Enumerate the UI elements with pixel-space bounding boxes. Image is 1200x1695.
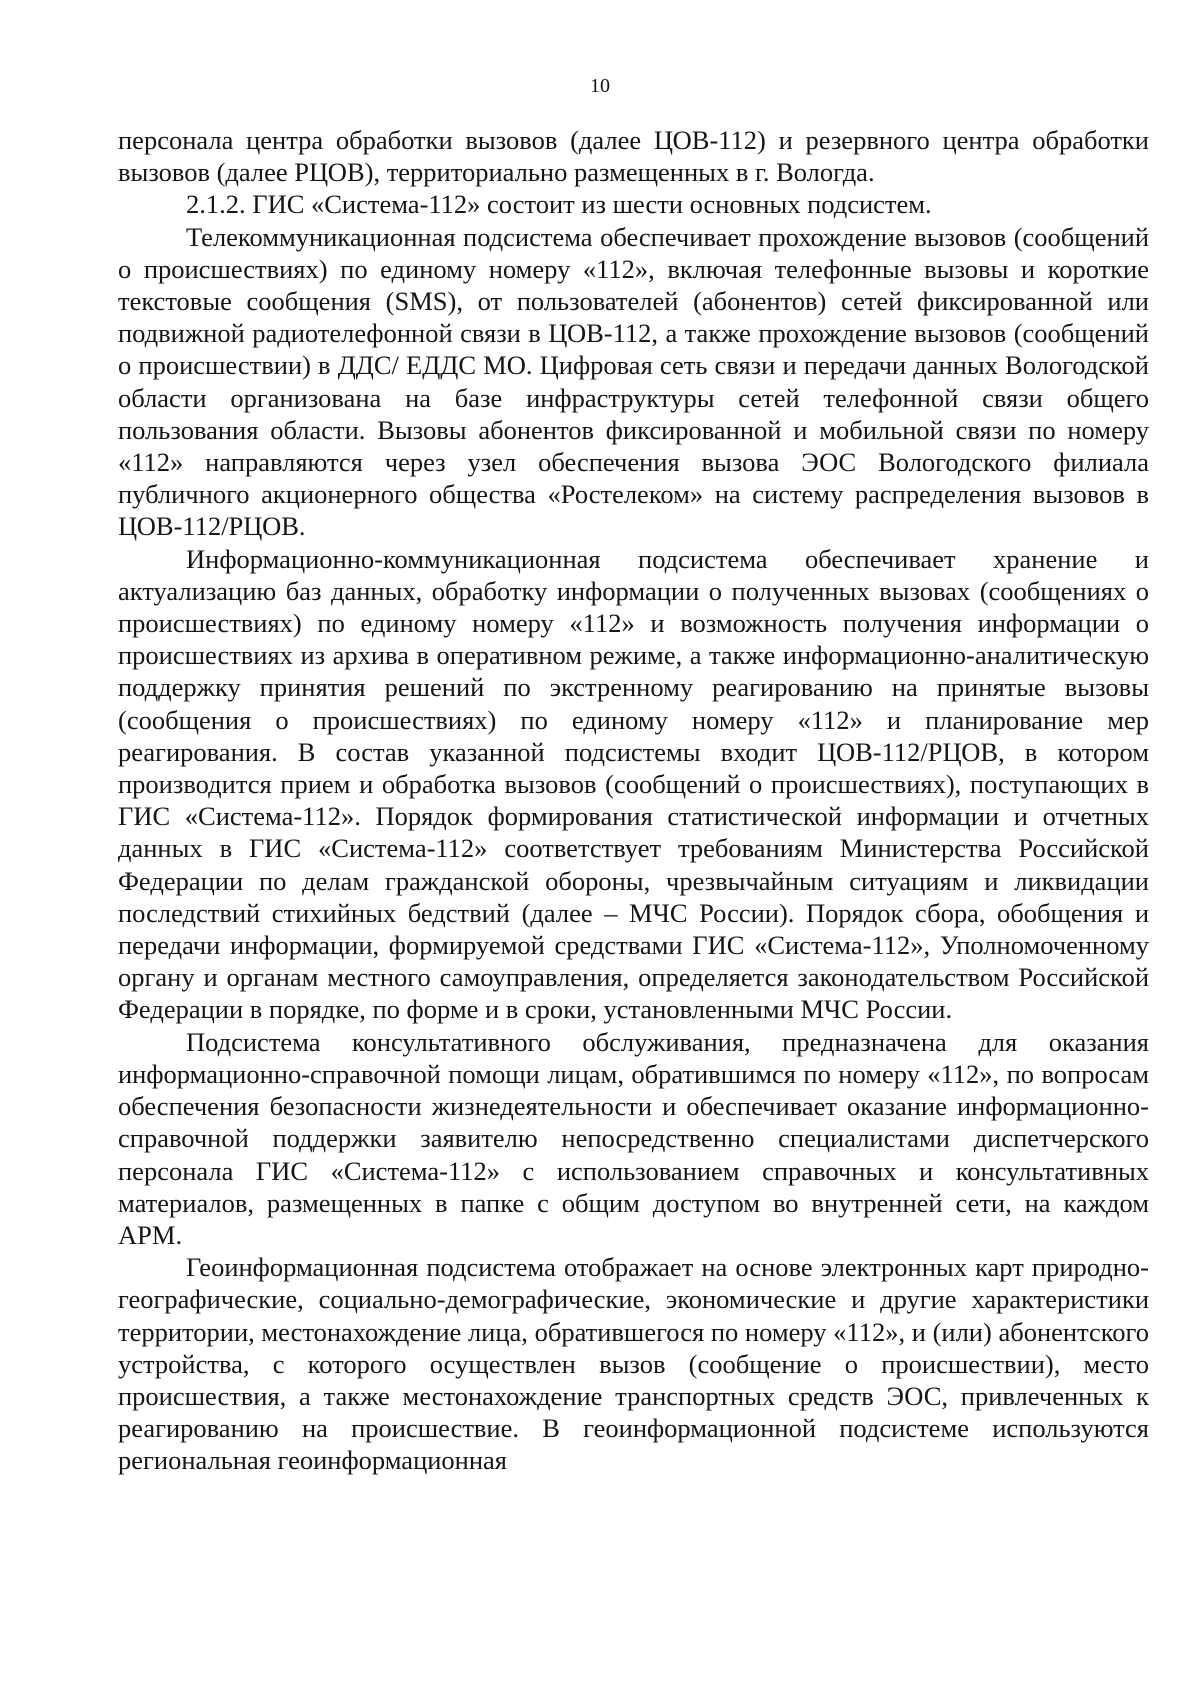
paragraph-consulting-subsystem: Подсистема консультативного обслуживания, предназначена для оказания информационно-справочной помощи лицам, обратившимся по номеру «112», по вопросам обеспечения безопасности жизнедеятельности и обеспечивает оказание информационно-справочной поддержки заявителю непосредственно специалистами диспетчерского персонала ГИС «Система-112» с использованием справочных и консультативных материалов, размещенных в папке с общим доступом во внутренней сети, на каждом АРМ. bbox=[118, 1026, 1149, 1250]
paragraph-info-comm-subsystem: Информационно-коммуникационная подсистема обеспечивает хранение и актуализацию баз данных, обработку информации о полученных вызовах (сообщениях о происшествиях) по единому номеру «112» и возможность получения информации о происшествиях из архива в оперативном режиме, а также информационно-аналитическую поддержку принятия решений по экстренному реагированию на принятые вызовы (сообщения о происшествиях) по единому номеру «112» и планирование мер реагирования. В состав указанной подсистемы входит ЦОВ-112/РЦОВ, в котором производится прием и обработка вызовов (сообщений о происшествиях), поступающих в ГИС «Система-112». Порядок формирования статистической информации и отчетных данных в ГИС «Система-112» соответствует требованиям Министерства Российской Федерации по делам гражданской обороны, чрезвычайным ситуациям и ликвидации последствий стихийных бедствий (далее – МЧС России). Порядок сбора, обобщения и передачи информации, формируемой средствами ГИС «Система-112», Уполномоченному органу и органам местного самоуправления, определяется законодательством Российской Федерации в порядке, по форме и в сроки, установленными МЧС России. bbox=[118, 543, 1149, 1025]
paragraph-continuation: персонала центра обработки вызовов (далее ЦОВ-112) и резервного центра обработки вызовов (далее РЦОВ), территориально размещенных в г. Вологда. bbox=[118, 125, 1149, 188]
page-number: 10 bbox=[590, 75, 610, 97]
paragraph-section-2-1-2: 2.1.2. ГИС «Система-112» состоит из шести основных подсистем. bbox=[186, 189, 932, 220]
paragraph-geoinfo-subsystem: Геоинформационная подсистема отображает на основе электронных карт природно-географические, социально-демографические, экономические и другие характеристики территории, местонахождение лица, обратившегося по номеру «112», и (или) абонентского устройства, с которого осуществлен вызов (сообщение о происшествии), место происшествия, а также местонахождение транспортных средств ЭОС, привлеченных к реагированию на происшествие. В геоинформационной подсистеме используются региональная геоинформационная bbox=[118, 1252, 1149, 1476]
paragraph-telecom-subsystem: Телекоммуникационная подсистема обеспечивает прохождение вызовов (сообщений о происшествиях) по единому номеру «112», включая телефонные вызовы и короткие текстовые сообщения (SMS), от пользователей (абонентов) сетей фиксированной или подвижной радиотелефонной связи в ЦОВ-112, а также прохождение вызовов (сообщений о происшествии) в ДДС/ ЕДДС МО. Цифровая сеть связи и передачи данных Вологодской области организована на базе инфраструктуры сетей телефонной связи общего пользования области. Вызовы абонентов фиксированной и мобильной связи по номеру «112» направляются через узел обеспечения вызова ЭОС Вологодского филиала публичного акционерного общества «Ростелеком» на систему распределения вызовов в ЦОВ-112/РЦОВ. bbox=[118, 221, 1149, 542]
document-body bbox=[118, 124, 1149, 1477]
